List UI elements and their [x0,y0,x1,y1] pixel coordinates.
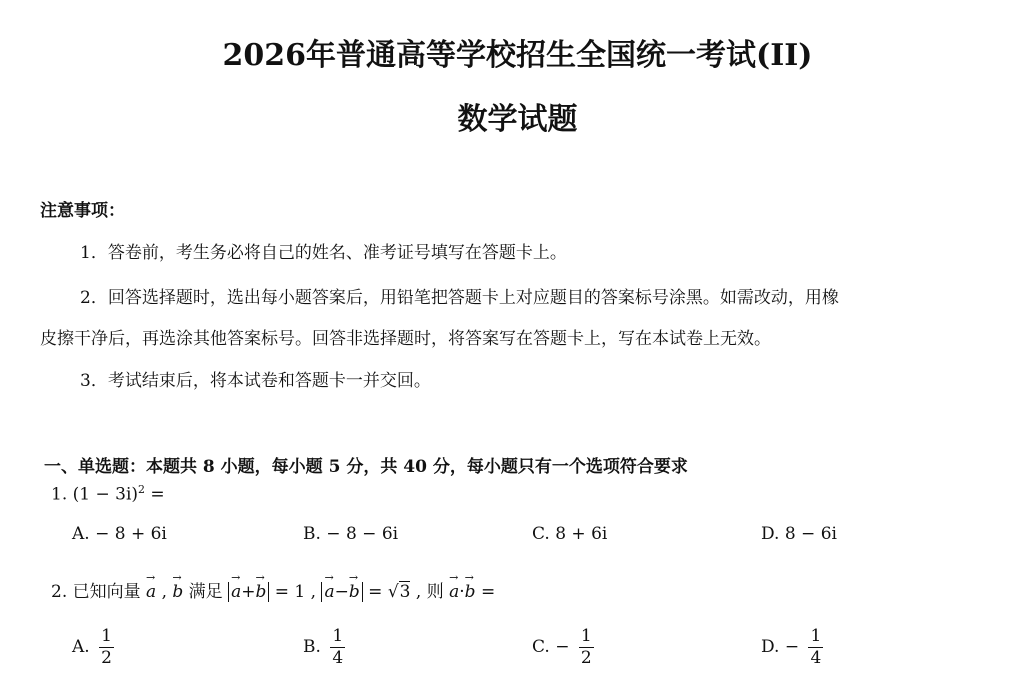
vector-b-diff: → b [349,582,360,602]
question-2-option-a [72,628,114,667]
norm-difference [321,582,362,602]
dot-sign: · [459,582,465,602]
question-2-option-c [532,628,594,667]
option-b-numerator: 1 [332,626,344,646]
option-c-label: C. − [532,637,570,657]
option-d-label: D. − [761,637,800,657]
question-2-comma: , [156,582,173,602]
minus-sign: − [334,582,349,602]
option-d-denominator: 4 [810,648,822,668]
question-1-exponent: 2 [138,483,146,496]
option-c-fraction [579,628,594,667]
option-b-fraction [330,628,345,667]
sqrt-icon: √ [387,582,399,602]
question-2 [51,577,495,602]
vector-b: → b [172,582,183,602]
option-b-denominator: 4 [332,648,344,668]
option-a-fraction [99,628,114,667]
question-2-end: = [475,582,496,602]
option-a-label: A. [72,637,90,657]
question-2-option-d [761,628,823,667]
plus-sign: + [241,582,256,602]
question-2-option-b [303,628,345,667]
question-1 [51,483,165,505]
question-2-eq1: = 1 , [269,582,322,602]
vector-a-diff: → a [324,582,334,602]
option-b-label: B. [303,637,321,657]
vector-a-sum: → a [231,582,241,602]
question-2-eq2: = [362,582,388,602]
option-d-fraction [808,628,823,667]
notice-item-3: 3．考试结束后，将本试卷和答题卡一并交回。 [80,371,431,391]
exam-title: 2026年普通高等学校招生全国统一考试(II) [222,38,813,73]
notice-item-1: 1．答卷前，考生务必将自己的姓名、准考证号填写在答题卡上。 [80,243,567,263]
question-1-option-d: D. 8 − 6i [761,524,837,544]
vector-a-dot: → a [449,582,459,602]
question-1-option-b: B. − 8 − 6i [303,524,399,544]
option-c-denominator: 2 [580,648,592,668]
notice-heading: 注意事项： [40,201,125,221]
option-c-numerator: 1 [580,626,592,646]
question-2-lead: 2. 已知向量 [51,582,147,602]
question-1-option-c: C. 8 + 6i [532,524,608,544]
section-heading: 一、单选题：本题共 8 小题，每小题 5 分，共 40 分，每小题只有一个选项符合要求 [44,457,688,477]
question-2-condition-text: 满足 [183,582,229,602]
option-d-numerator: 1 [810,626,822,646]
question-1-option-a: A. − 8 + 6i [72,524,167,544]
exam-subtitle: 数学试题 [457,102,578,137]
norm-sum [228,582,269,602]
vector-b-sum: → b [255,582,266,602]
sqrt-three [388,582,411,602]
sqrt-radicand: 3 [399,582,411,602]
notice-item-2-line-1: 2．回答选择题时，选出每小题答案后，用铅笔把答题卡上对应题目的答案标号涂黑。如需改动，用橡 [80,288,839,308]
option-a-denominator: 2 [101,648,112,668]
question-1-equals: = [145,484,165,505]
question-1-expression: 1. (1 − 3i) [51,484,139,505]
option-a-numerator: 1 [101,626,112,646]
vector-a: → a [146,582,156,602]
notice-item-2-line-2: 皮擦干净后，再选涂其他答案标号。回答非选择题时，将答案写在答题卡上，写在本试卷上无效。 [40,329,771,349]
question-2-ask: , 则 [410,582,450,602]
vector-b-dot: → b [465,582,476,602]
